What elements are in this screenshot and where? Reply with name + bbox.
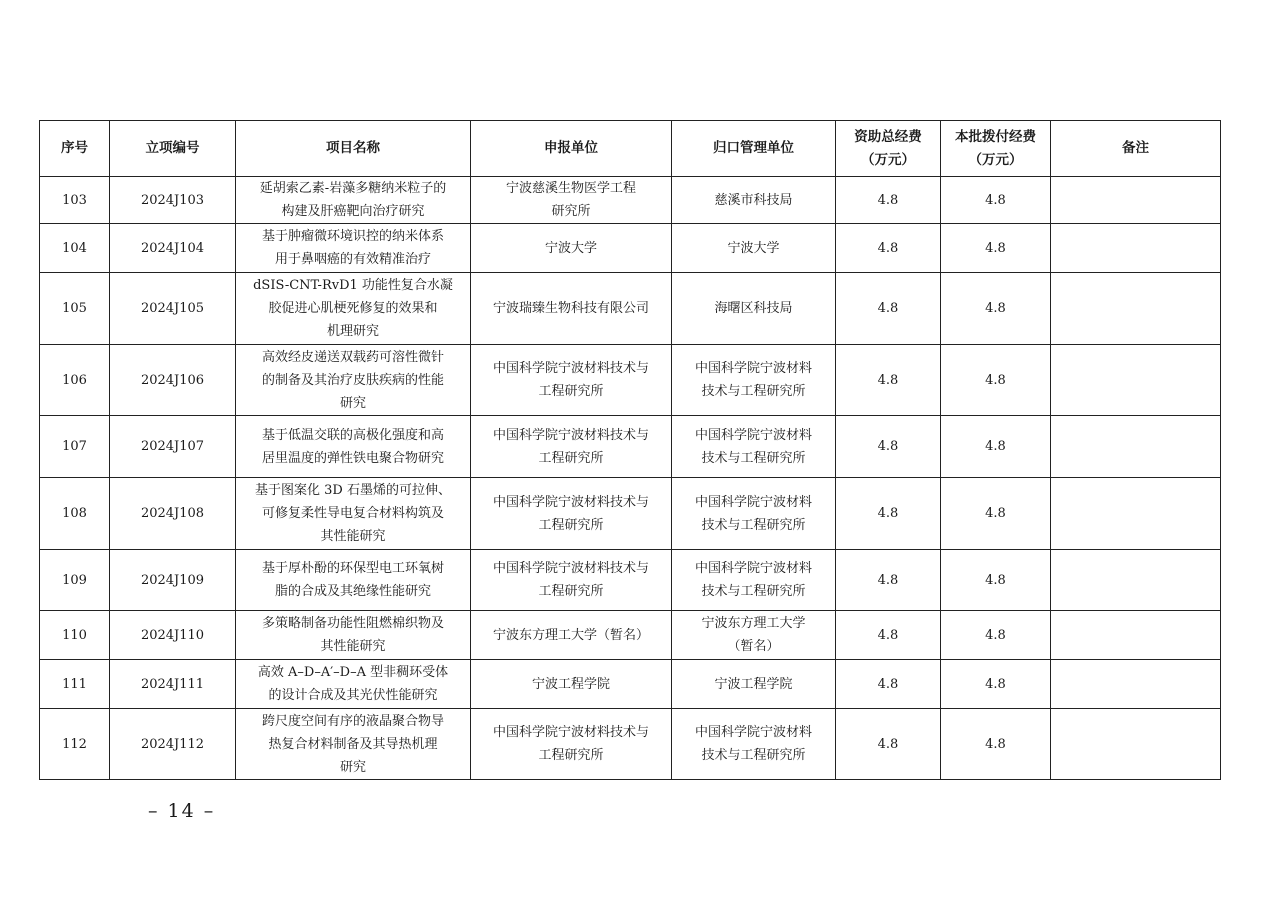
cell-manager: 中国科学院宁波材料 技术与工程研究所 [672, 478, 836, 550]
cell-name: 多策略制备功能性阻燃棉织物及 其性能研究 [236, 611, 471, 660]
table-row [40, 550, 1221, 611]
cell-manager: 中国科学院宁波材料 技术与工程研究所 [672, 416, 836, 478]
cell-code: 2024J108 [110, 478, 236, 550]
cell-manager: 慈溪市科技局 [672, 177, 836, 224]
cell-code: 2024J112 [110, 709, 236, 780]
cell-note [1051, 660, 1221, 709]
cell-total: 4.8 [836, 660, 941, 709]
cell-code: 2024J107 [110, 416, 236, 478]
cell-applicant: 中国科学院宁波材料技术与 工程研究所 [471, 345, 672, 416]
cell-code: 2024J106 [110, 345, 236, 416]
cell-code: 2024J104 [110, 224, 236, 273]
cell-batch: 4.8 [941, 416, 1051, 478]
cell-note [1051, 611, 1221, 660]
cell-name: 高效经皮递送双载药可溶性微针 的制备及其治疗皮肤疾病的性能 研究 [236, 345, 471, 416]
cell-serial: 110 [40, 611, 110, 660]
header-applicant: 申报单位 [471, 121, 672, 177]
cell-serial: 106 [40, 345, 110, 416]
cell-name: 基于低温交联的高极化强度和高 居里温度的弹性铁电聚合物研究 [236, 416, 471, 478]
cell-total: 4.8 [836, 273, 941, 345]
cell-applicant: 宁波慈溪生物医学工程 研究所 [471, 177, 672, 224]
table-row [40, 345, 1221, 416]
table-row [40, 273, 1221, 345]
cell-applicant: 中国科学院宁波材料技术与 工程研究所 [471, 416, 672, 478]
table-row [40, 660, 1221, 709]
cell-code: 2024J110 [110, 611, 236, 660]
cell-applicant: 宁波瑞臻生物科技有限公司 [471, 273, 672, 345]
table-row [40, 224, 1221, 273]
project-table [39, 120, 1221, 780]
cell-serial: 104 [40, 224, 110, 273]
cell-serial: 108 [40, 478, 110, 550]
cell-total: 4.8 [836, 416, 941, 478]
cell-note [1051, 273, 1221, 345]
cell-total: 4.8 [836, 611, 941, 660]
table-row [40, 478, 1221, 550]
cell-total: 4.8 [836, 177, 941, 224]
table-row [40, 611, 1221, 660]
cell-name: 延胡索乙素-岩藻多糖纳米粒子的 构建及肝癌靶向治疗研究 [236, 177, 471, 224]
cell-code: 2024J109 [110, 550, 236, 611]
cell-code: 2024J105 [110, 273, 236, 345]
cell-name: 基于肿瘤微环境识控的纳米体系 用于鼻咽癌的有效精准治疗 [236, 224, 471, 273]
cell-serial: 112 [40, 709, 110, 780]
cell-manager: 宁波工程学院 [672, 660, 836, 709]
cell-note [1051, 177, 1221, 224]
cell-note [1051, 550, 1221, 611]
header-batch-funding: 本批拨付经费 （万元） [941, 121, 1051, 177]
cell-note [1051, 345, 1221, 416]
cell-batch: 4.8 [941, 660, 1051, 709]
cell-manager: 中国科学院宁波材料 技术与工程研究所 [672, 345, 836, 416]
cell-batch: 4.8 [941, 709, 1051, 780]
cell-applicant: 宁波大学 [471, 224, 672, 273]
cell-applicant: 中国科学院宁波材料技术与 工程研究所 [471, 709, 672, 780]
cell-note [1051, 709, 1221, 780]
cell-serial: 109 [40, 550, 110, 611]
cell-note [1051, 416, 1221, 478]
header-remarks: 备注 [1051, 121, 1221, 177]
cell-applicant: 中国科学院宁波材料技术与 工程研究所 [471, 550, 672, 611]
header-total-funding: 资助总经费 （万元） [836, 121, 941, 177]
cell-batch: 4.8 [941, 611, 1051, 660]
header-manager: 归口管理单位 [672, 121, 836, 177]
cell-batch: 4.8 [941, 224, 1051, 273]
cell-code: 2024J103 [110, 177, 236, 224]
header-project-code: 立项编号 [110, 121, 236, 177]
header-row [40, 121, 1221, 177]
table-row [40, 416, 1221, 478]
cell-applicant: 中国科学院宁波材料技术与 工程研究所 [471, 478, 672, 550]
cell-total: 4.8 [836, 478, 941, 550]
cell-name: 高效 A–D–A′–D–A 型非稠环受体 的设计合成及其光伏性能研究 [236, 660, 471, 709]
cell-name: dSIS-CNT-RvD1 功能性复合水凝 胶促进心肌梗死修复的效果和 机理研究 [236, 273, 471, 345]
cell-total: 4.8 [836, 550, 941, 611]
cell-manager: 中国科学院宁波材料 技术与工程研究所 [672, 550, 836, 611]
cell-manager: 中国科学院宁波材料 技术与工程研究所 [672, 709, 836, 780]
cell-serial: 105 [40, 273, 110, 345]
cell-total: 4.8 [836, 709, 941, 780]
cell-serial: 111 [40, 660, 110, 709]
cell-batch: 4.8 [941, 345, 1051, 416]
cell-applicant: 宁波东方理工大学（暂名） [471, 611, 672, 660]
table-row [40, 177, 1221, 224]
cell-total: 4.8 [836, 224, 941, 273]
cell-name: 基于图案化 3D 石墨烯的可拉伸、 可修复柔性导电复合材料构筑及 其性能研究 [236, 478, 471, 550]
cell-serial: 103 [40, 177, 110, 224]
cell-note [1051, 224, 1221, 273]
table-row [40, 709, 1221, 780]
cell-serial: 107 [40, 416, 110, 478]
cell-batch: 4.8 [941, 478, 1051, 550]
cell-note [1051, 478, 1221, 550]
cell-name: 基于厚朴酚的环保型电工环氧树 脂的合成及其绝缘性能研究 [236, 550, 471, 611]
header-project-name: 项目名称 [236, 121, 471, 177]
cell-manager: 宁波大学 [672, 224, 836, 273]
cell-name: 跨尺度空间有序的液晶聚合物导 热复合材料制备及其导热机理 研究 [236, 709, 471, 780]
cell-total: 4.8 [836, 345, 941, 416]
cell-code: 2024J111 [110, 660, 236, 709]
page-number: – 14 – [148, 800, 216, 822]
header-serial: 序号 [40, 121, 110, 177]
cell-manager: 宁波东方理工大学 （暂名） [672, 611, 836, 660]
cell-applicant: 宁波工程学院 [471, 660, 672, 709]
cell-batch: 4.8 [941, 177, 1051, 224]
cell-batch: 4.8 [941, 273, 1051, 345]
cell-manager: 海曙区科技局 [672, 273, 836, 345]
cell-batch: 4.8 [941, 550, 1051, 611]
